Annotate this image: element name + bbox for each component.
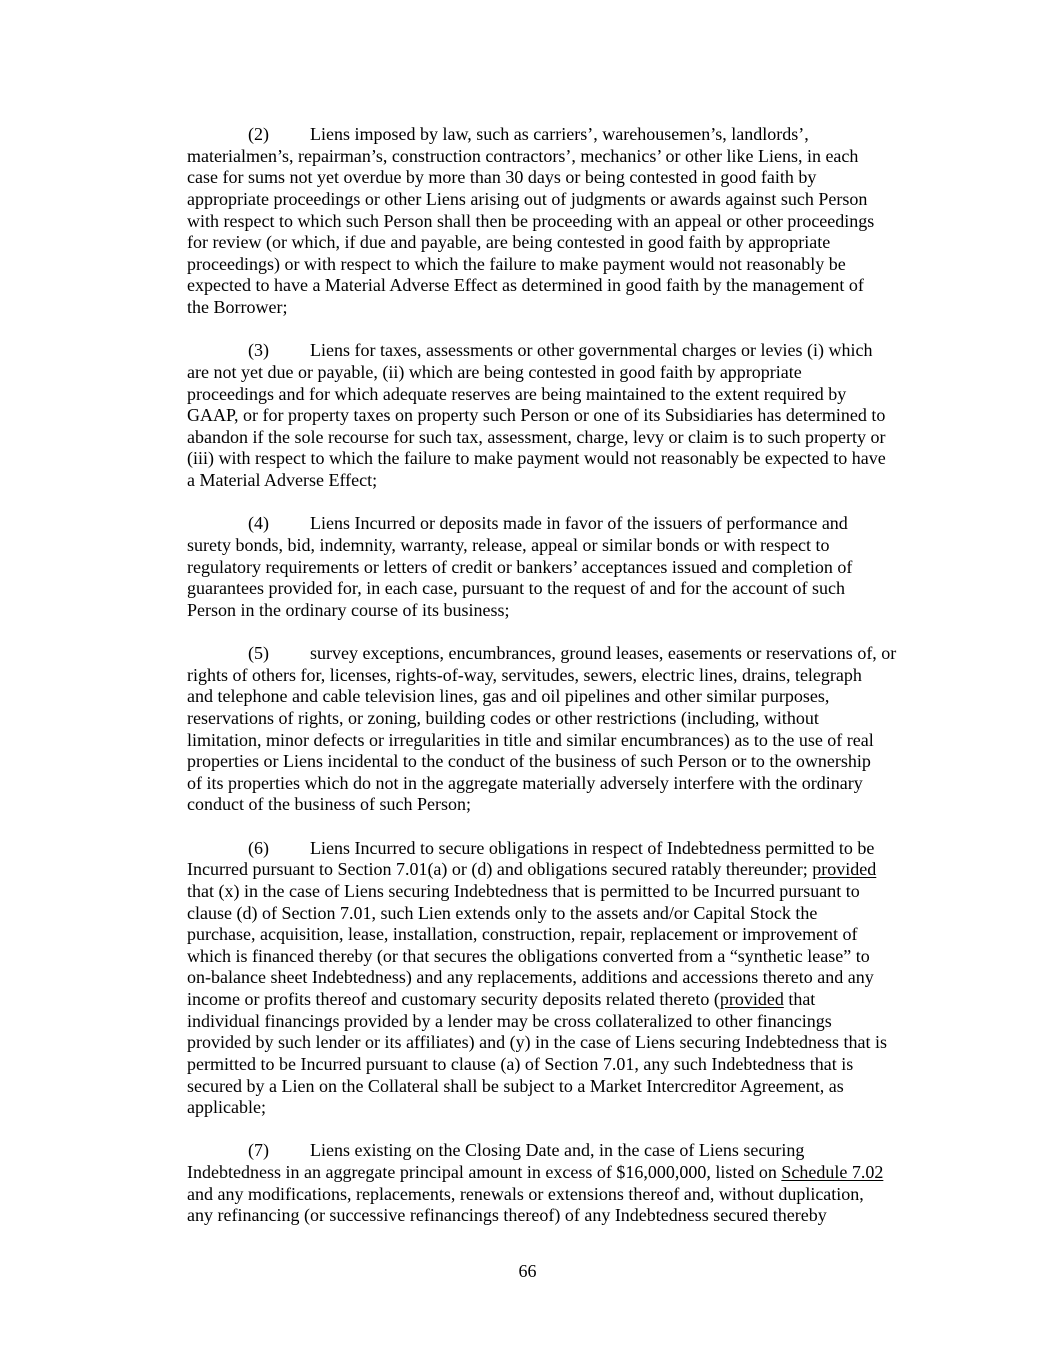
paragraph-first-line <box>187 643 947 665</box>
paragraph-line: are not yet due or payable, (ii) which are being contested in good faith by appropriate <box>187 361 802 382</box>
paragraph-7 <box>187 1140 947 1227</box>
paragraph-3 <box>187 340 947 491</box>
paragraph-line: applicable; <box>187 1097 266 1118</box>
line-text: Liens Incurred or deposits made in favor of the issuers of performance and <box>310 513 848 534</box>
paragraph-line: conduct of the business of such Person; <box>187 794 471 815</box>
paragraph-line: purchase, acquisition, lease, installation, construction, repair, replacement or improvement of <box>187 924 858 945</box>
paragraph-line <box>187 859 947 881</box>
paragraph-5 <box>187 643 947 816</box>
paragraph-number: (5) <box>248 643 269 663</box>
paragraph-line: a Material Adverse Effect; <box>187 470 378 490</box>
paragraph-first-line <box>187 340 947 362</box>
paragraph-line: case for sums not yet overdue by more than 30 days or being contested in good faith by <box>187 167 817 188</box>
paragraph-line: proceedings and for which adequate reserves are being maintained to the extent required by <box>187 383 847 404</box>
line-text: Indebtedness in an aggregate principal amount in excess of $16,000,000, listed on <box>187 1162 782 1182</box>
line-text: income or profits thereof and customary security deposits related thereto ( <box>187 989 720 1009</box>
paragraph-line: proceedings) or with respect to which the failure to make payment would not reasonably be <box>187 253 846 274</box>
paragraph-2 <box>187 124 947 319</box>
paragraph-line: (iii) with respect to which the failure to make payment would not reasonably be expected to have <box>187 448 886 469</box>
paragraph-line: Person in the ordinary course of its business; <box>187 599 510 620</box>
paragraph-line: and telephone and cable television lines, gas and oil pipelines and other similar purposes, <box>187 686 830 707</box>
paragraph-line: that (x) in the case of Liens securing Indebtedness that is permitted to be Incurred pursuant to <box>187 880 860 901</box>
document-body <box>187 124 947 1249</box>
paragraph-number: (6) <box>248 837 269 858</box>
paragraph-4 <box>187 513 947 621</box>
paragraph-line: secured by a Lien on the Collateral shall be subject to a Market Intercreditor Agreement, as <box>187 1075 844 1096</box>
underlined-term: provided <box>812 859 877 880</box>
paragraph-line: with respect to which such Person shall then be proceeding with an appeal or other proceedings <box>187 210 875 231</box>
paragraph-line: surety bonds, bid, indemnity, warranty, release, appeal or similar bonds or with respect to <box>187 534 830 555</box>
line-text: Liens Incurred to secure obligations in respect of Indebtedness permitted to be <box>310 837 875 858</box>
paragraph-line: GAAP, or for property taxes on property such Person or one of its Subsidiaries has determined to <box>187 405 886 426</box>
paragraph-line: permitted to be Incurred pursuant to clause (a) of Section 7.01, any such Indebtedness that is <box>187 1053 854 1074</box>
paragraph-line: provided by such lender or its affiliates) and (y) in the case of Liens securing Indebtedness that is <box>187 1032 887 1053</box>
paragraph-line: reservations of rights, or zoning, building codes or other restrictions (including, without <box>187 707 819 728</box>
underlined-term: Schedule 7.02 <box>781 1162 884 1182</box>
paragraph-line: guarantees provided for, in each case, pursuant to the request of and for the account of such <box>187 578 846 599</box>
paragraph-line: rights of others for, licenses, rights-of-way, servitudes, sewers, electric lines, drains, telegraph <box>187 664 862 685</box>
paragraph-line: materialmen’s, repairman’s, construction contractors’, mechanics’ or other like Liens, in each <box>187 145 859 166</box>
paragraph-line: limitation, minor defects or irregularities in title and similar encumbrances) as to the use of real <box>187 729 874 750</box>
paragraph-first-line <box>187 838 947 860</box>
paragraph-line: and any modifications, replacements, renewals or extensions thereof and, without duplication, <box>187 1183 864 1204</box>
paragraph-line: the Borrower; <box>187 297 288 317</box>
underlined-term: provided <box>719 989 784 1009</box>
paragraph-first-line <box>187 124 947 146</box>
paragraph-line: which is financed thereby (or that secures the obligations converted from a “synthetic lease” to <box>187 945 870 966</box>
paragraph-line: expected to have a Material Adverse Effect as determined in good faith by the management of <box>187 275 864 296</box>
paragraph-line: any refinancing (or successive refinancings thereof) of any Indebtedness secured thereby <box>187 1205 827 1226</box>
paragraph-line: of its properties which do not in the aggregate materially adversely interfere with the ordinary <box>187 772 863 793</box>
paragraph-6 <box>187 838 947 1119</box>
line-text: Liens existing on the Closing Date and, in the case of Liens securing <box>310 1140 805 1161</box>
paragraph-line: individual financings provided by a lender may be cross collateralized to other financings <box>187 1010 832 1031</box>
line-text: Incurred pursuant to Section 7.01(a) or (d) and obligations secured ratably thereunder; <box>187 859 813 880</box>
paragraph-number: (7) <box>248 1140 269 1161</box>
line-text: that <box>783 989 816 1009</box>
paragraph-line: for review (or which, if due and payable, are being contested in good faith by appropriate <box>187 232 831 253</box>
line-text: Liens imposed by law, such as carriers’, warehousemen’s, landlords’, <box>310 124 809 144</box>
paragraph-number: (3) <box>248 340 269 361</box>
paragraph-line <box>187 1162 947 1184</box>
paragraph-line: properties or Liens incidental to the conduct of the business of such Person or to the ownership <box>187 751 871 772</box>
paragraph-line: regulatory requirements or letters of credit or bankers’ acceptances issued and completion of <box>187 556 853 577</box>
paragraph-line: clause (d) of Section 7.01, such Lien extends only to the assets and/or Capital Stock the <box>187 902 818 923</box>
paragraph-first-line <box>187 513 947 535</box>
paragraph-line: abandon if the sole recourse for such tax, assessment, charge, levy or claim is to such property or <box>187 426 886 447</box>
page-number: 66 <box>518 1261 537 1281</box>
paragraph-line <box>187 989 947 1011</box>
line-text: survey exceptions, encumbrances, ground leases, easements or reservations of, or <box>310 643 897 663</box>
paragraph-line: on-balance sheet Indebtedness) and any replacements, additions and accessions thereto and any <box>187 967 874 988</box>
paragraph-line: appropriate proceedings or other Liens arising out of judgments or awards against such Person <box>187 188 868 209</box>
line-text: Liens for taxes, assessments or other governmental charges or levies (i) which <box>310 340 873 361</box>
paragraph-number: (2) <box>248 124 269 144</box>
paragraph-first-line <box>187 1140 947 1162</box>
paragraph-number: (4) <box>248 513 269 534</box>
